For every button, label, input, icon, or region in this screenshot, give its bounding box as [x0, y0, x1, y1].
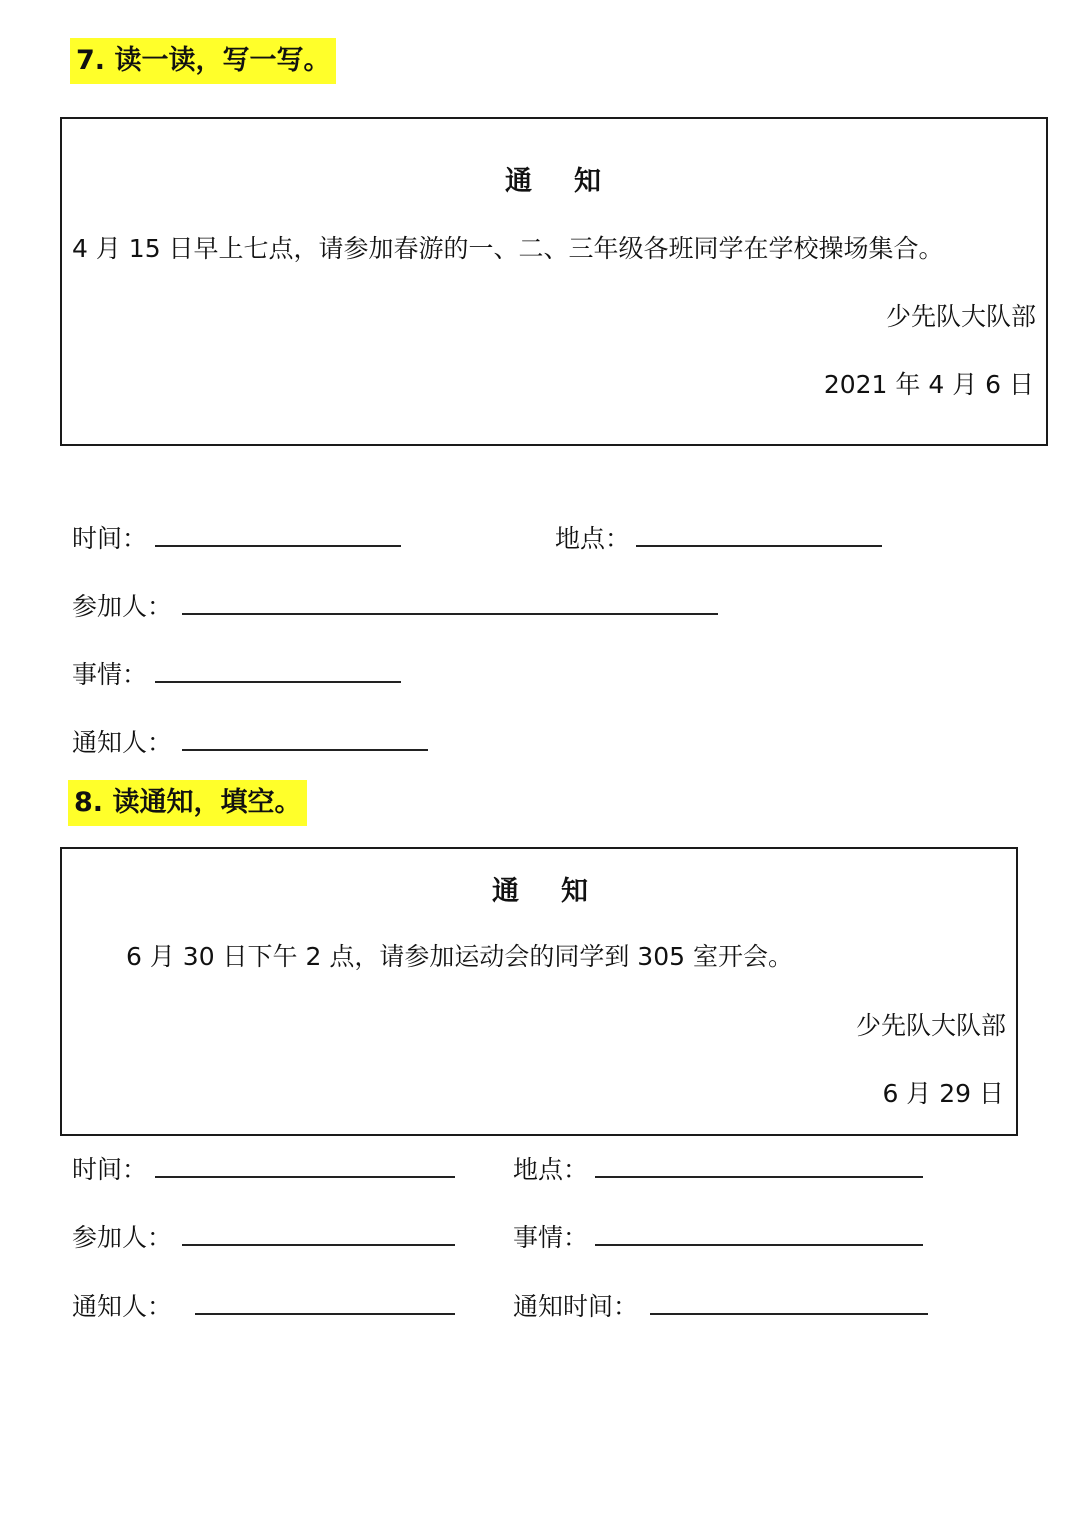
- q8-place-blank[interactable]: [595, 1176, 923, 1178]
- q7-time-label: 时间：: [72, 524, 148, 553]
- q7-notice-signature: 少先队大队部: [885, 302, 1036, 331]
- q7-notifier-label: 通知人：: [72, 728, 173, 757]
- q8-participants-label: 参加人：: [72, 1223, 173, 1252]
- q8-notifier-label: 通知人：: [72, 1292, 173, 1321]
- q7-notice-body: 4 月 15 日早上七点，请参加春游的一、二、三年级各班同学在学校操场集合。: [72, 234, 944, 263]
- q7-participants-blank[interactable]: [182, 613, 718, 615]
- q7-matter-blank[interactable]: [155, 681, 401, 683]
- q8-notice-time-blank[interactable]: [650, 1313, 928, 1315]
- q8-notice-date: 6 月 29 日: [882, 1079, 1004, 1108]
- q8-notice-time-label: 通知时间：: [513, 1292, 639, 1321]
- q7-notice-date: 2021 年 4 月 6 日: [823, 370, 1034, 399]
- q7-notice-title-right: 知: [574, 166, 603, 197]
- q7-matter-label: 事情：: [72, 660, 148, 689]
- q8-notice-signature: 少先队大队部: [855, 1011, 1006, 1040]
- q8-participants-blank[interactable]: [182, 1244, 455, 1246]
- q8-time-label: 时间：: [72, 1155, 148, 1184]
- q7-notice-box: [60, 117, 1048, 446]
- q8-heading: 8. 读通知，填空。: [68, 780, 307, 826]
- q8-notice-body: 6 月 30 日下午 2 点，请参加运动会的同学到 305 室开会。: [126, 942, 793, 971]
- q7-heading: 7. 读一读，写一写。: [70, 38, 336, 84]
- q7-notice-title-left: 通: [505, 166, 534, 197]
- q8-time-blank[interactable]: [155, 1176, 455, 1178]
- q7-notifier-blank[interactable]: [182, 749, 428, 751]
- q8-notice-box: [60, 847, 1018, 1136]
- q7-time-blank[interactable]: [155, 545, 401, 547]
- q7-participants-label: 参加人：: [72, 592, 173, 621]
- q8-matter-label: 事情：: [513, 1223, 589, 1252]
- q8-place-label: 地点：: [513, 1155, 589, 1184]
- q8-matter-blank[interactable]: [595, 1244, 923, 1246]
- q7-notice-title: [505, 159, 603, 198]
- q8-notice-title-right: 知: [561, 876, 590, 907]
- q8-notifier-blank[interactable]: [195, 1313, 455, 1315]
- q8-notice-title-left: 通: [492, 876, 521, 907]
- q8-notice-title: [492, 869, 590, 908]
- q7-place-blank[interactable]: [636, 545, 882, 547]
- q7-place-label: 地点：: [555, 524, 631, 553]
